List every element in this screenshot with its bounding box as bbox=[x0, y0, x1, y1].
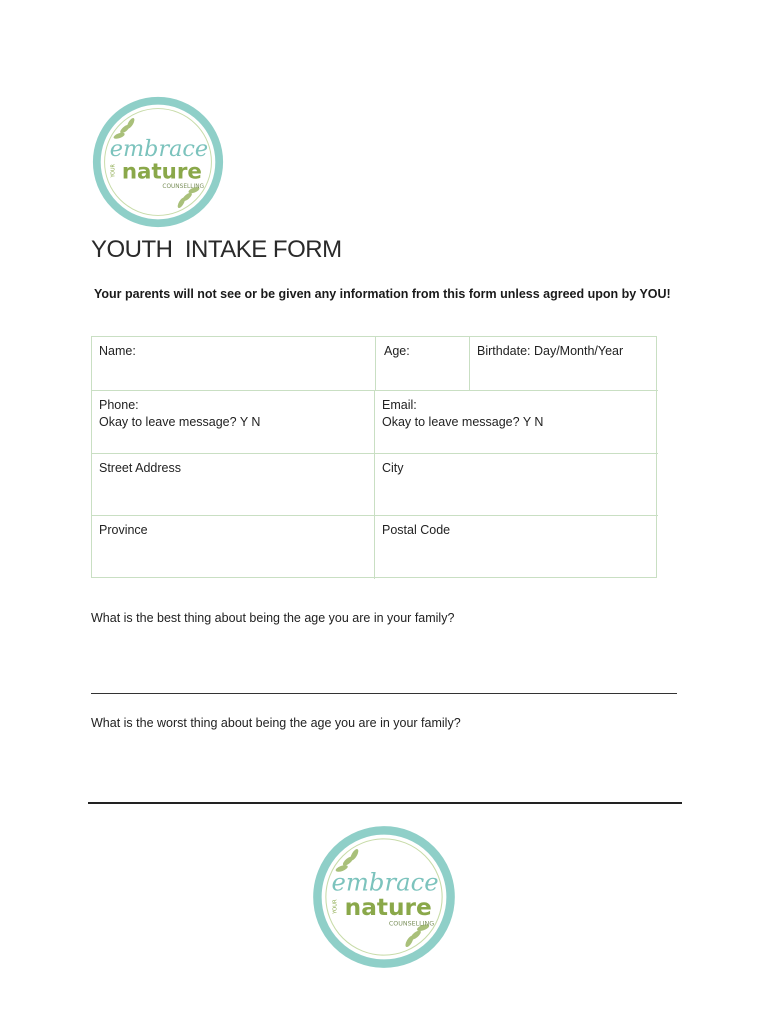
name-field[interactable] bbox=[92, 337, 375, 390]
logo-top bbox=[90, 94, 226, 230]
province-field[interactable] bbox=[92, 516, 374, 578]
page-title: YOUTH INTAKE FORM bbox=[91, 236, 342, 263]
street-address-field[interactable] bbox=[92, 454, 374, 515]
question-best-thing: What is the best thing about being the age you are in your family? bbox=[91, 611, 455, 625]
phone-message-consent: Okay to leave message? Y N bbox=[99, 415, 261, 429]
svg-text:YOUR: YOUR bbox=[110, 164, 117, 178]
email-message-consent: Okay to leave message? Y N bbox=[382, 415, 544, 429]
email-field[interactable] bbox=[375, 391, 658, 453]
privacy-notice: Your parents will not see or be given any information from this form unless agreed upon by YOU! bbox=[94, 287, 671, 301]
logo-bottom bbox=[310, 823, 458, 971]
phone-field[interactable] bbox=[92, 391, 374, 453]
phone-label: Phone: bbox=[99, 398, 139, 412]
question-worst-thing: What is the worst thing about being the age you are in your family? bbox=[91, 716, 461, 730]
age-label: Age: bbox=[384, 344, 410, 358]
postal-code-label: Postal Code bbox=[382, 523, 451, 537]
svg-text:nature: nature bbox=[344, 893, 432, 921]
logo-emblem bbox=[90, 94, 226, 230]
svg-text:embrace: embrace bbox=[109, 136, 209, 163]
age-field[interactable] bbox=[377, 337, 469, 390]
city-field[interactable] bbox=[375, 454, 658, 515]
answer-line-worst-thing[interactable] bbox=[88, 802, 682, 804]
name-label: Name: bbox=[99, 344, 136, 358]
svg-text:YOUR: YOUR bbox=[332, 899, 339, 914]
province-label: Province bbox=[99, 523, 148, 537]
svg-text:COUNSELLING: COUNSELLING bbox=[388, 920, 435, 928]
postal-code-field[interactable] bbox=[375, 516, 658, 578]
city-label: City bbox=[382, 461, 404, 475]
svg-text:COUNSELLING: COUNSELLING bbox=[162, 184, 205, 191]
birthdate-label: Birthdate: Day/Month/Year bbox=[477, 344, 624, 358]
svg-text:embrace: embrace bbox=[331, 867, 439, 897]
svg-text:nature: nature bbox=[121, 159, 202, 185]
intake-form-table bbox=[91, 336, 657, 578]
answer-line-best-thing[interactable] bbox=[91, 693, 677, 694]
street-address-label: Street Address bbox=[99, 461, 181, 475]
logo-emblem bbox=[310, 823, 458, 971]
email-label: Email: bbox=[382, 398, 417, 412]
birthdate-field[interactable] bbox=[470, 337, 658, 390]
